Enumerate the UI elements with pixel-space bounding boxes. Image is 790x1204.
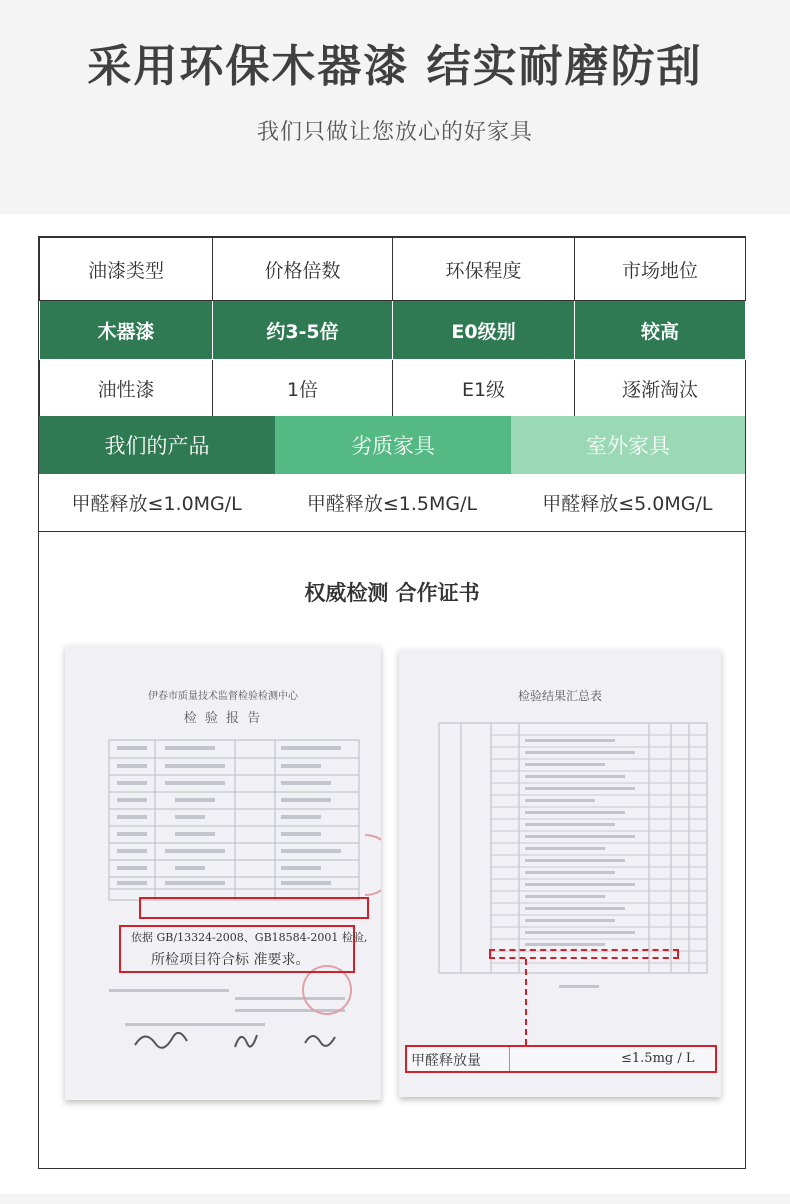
report-title: 检 验 报 告	[183, 711, 263, 726]
table-cell: E0级别	[393, 301, 575, 360]
summary-form-lines	[399, 649, 721, 1097]
report-form-lines	[65, 645, 381, 1100]
product-category-bar	[39, 416, 745, 474]
table-cell: 较高	[575, 301, 746, 360]
category-inferior-furniture: 劣质家具	[275, 416, 511, 474]
category-our-products: 我们的产品	[39, 416, 275, 474]
hero-section	[0, 0, 790, 214]
summary-divider	[509, 1047, 510, 1071]
formaldehyde-label: 甲醛释放量	[411, 1053, 481, 1069]
page-title: 采用环保木器漆 结实耐磨防刮	[87, 41, 703, 92]
report-issuer: 伊春市质量技术监督检验检测中心	[148, 691, 298, 702]
table-row	[40, 360, 746, 417]
test-summary-image	[399, 649, 721, 1097]
summary-title: 检验结果汇总表	[517, 689, 602, 703]
certificates-title: 权威检测 合作证书	[304, 581, 480, 605]
table-cell: 市场地位	[575, 238, 746, 301]
category-outdoor-furniture: 室外家具	[511, 416, 745, 474]
table-cell: E1级	[393, 360, 575, 417]
paint-comparison-table	[39, 237, 746, 417]
formaldehyde-value: ≤1.5mg / L	[621, 1051, 695, 1066]
formaldehyde-limits-row	[39, 474, 745, 532]
table-cell: 木器漆	[40, 301, 213, 360]
report-conclusion-line1: 依据 GB/13324-2008、GB18584-2001 检验,	[131, 931, 368, 944]
table-cell: 约3-5倍	[213, 301, 393, 360]
table-cell: 1倍	[213, 360, 393, 417]
page-subtitle: 我们只做让您放心的好家具	[256, 120, 533, 145]
report-highlight-box-small	[139, 897, 369, 919]
limit-value: 甲醛释放≤1.0MG/L	[71, 493, 242, 515]
table-cell: 油漆类型	[40, 238, 213, 301]
table-cell: 逐渐淘汰	[575, 360, 746, 417]
comparison-frame	[38, 236, 746, 1169]
table-cell: 油性漆	[40, 360, 213, 417]
limit-value: 甲醛释放≤1.5MG/L	[306, 493, 478, 515]
table-header-row	[40, 238, 746, 301]
table-row-highlight	[40, 301, 746, 360]
summary-connector-line	[525, 959, 527, 1045]
summary-dashed-highlight	[489, 949, 679, 959]
table-cell: 环保程度	[393, 238, 575, 301]
table-cell: 价格倍数	[213, 238, 393, 301]
limit-value: 甲醛释放≤5.0MG/L	[542, 493, 713, 515]
inspection-report-image	[65, 645, 381, 1100]
report-conclusion-line2: 所检项目符合标 准要求。	[151, 952, 310, 968]
